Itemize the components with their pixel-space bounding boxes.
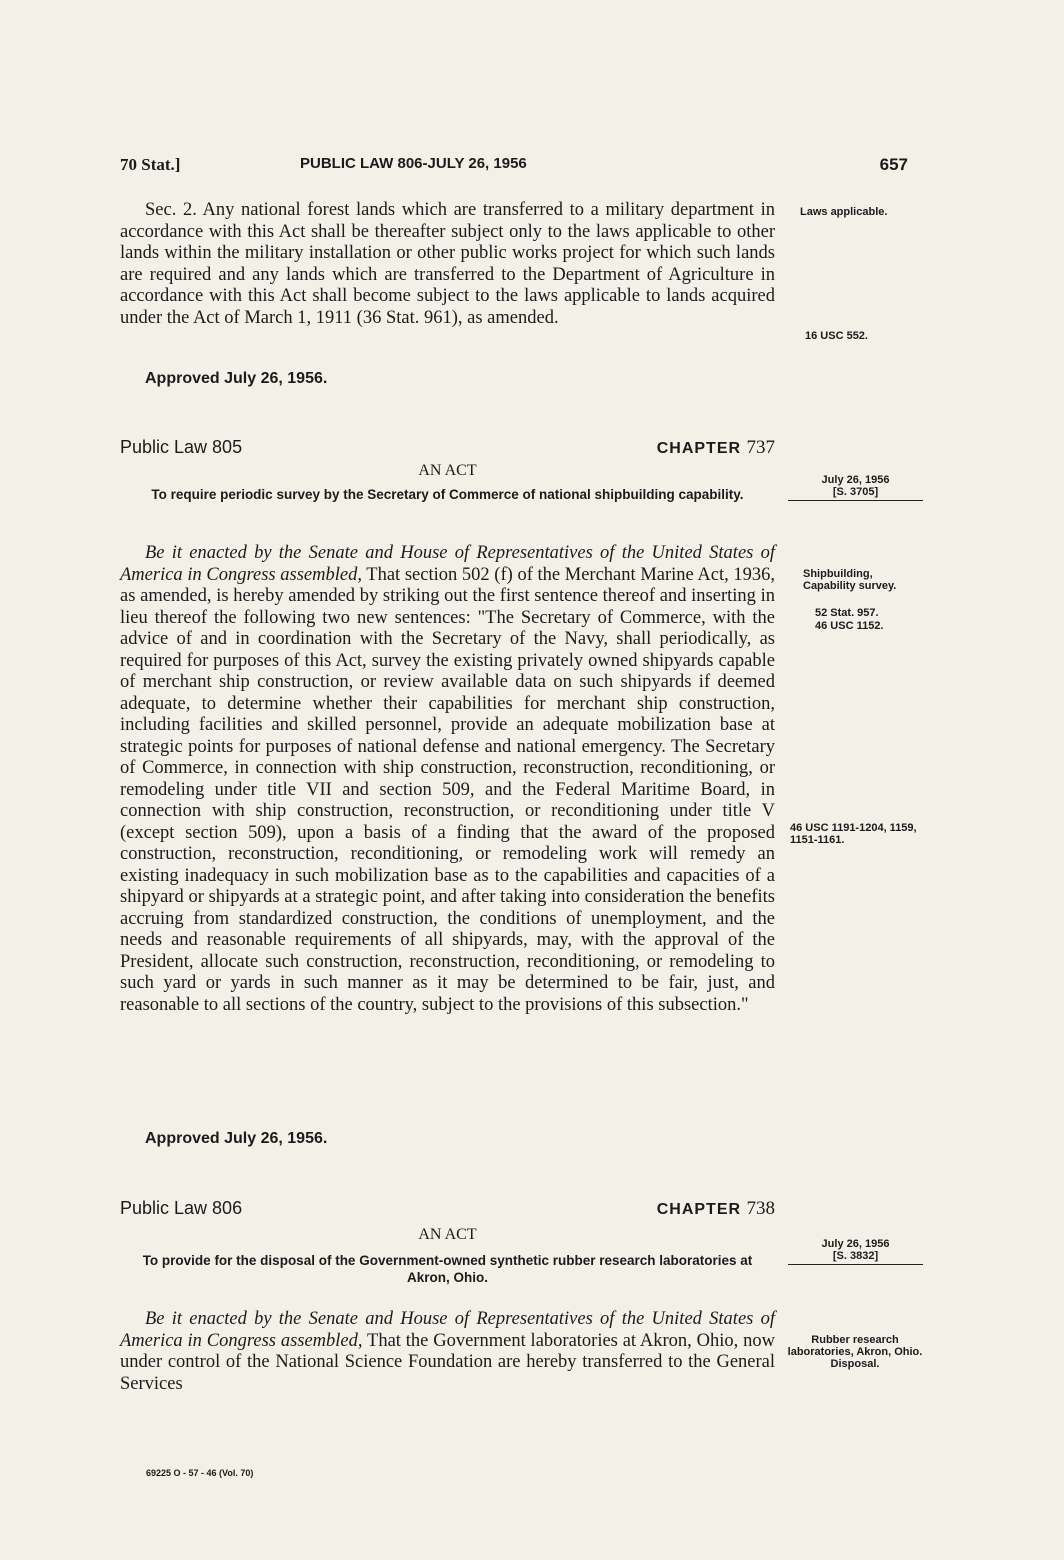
margin-date-805-date: July 26, 1956 bbox=[821, 474, 890, 486]
margin-date-805-bill: [S. 3705] bbox=[832, 486, 879, 498]
chapter-737-number: 737 bbox=[746, 437, 775, 458]
margin-laws-applicable: Laws applicable. bbox=[800, 206, 888, 218]
margin-46-usc-1191: 46 USC 1191-1204, 1159, 1151-1161. bbox=[790, 822, 917, 846]
printer-code: 69225 O - 57 - 46 (Vol. 70) bbox=[146, 1468, 254, 1478]
law-806-body bbox=[120, 1309, 775, 1395]
public-law-806-heading bbox=[120, 1198, 775, 1222]
margin-46-usc-1152: 46 USC 1152. bbox=[815, 620, 884, 632]
law-805-text: That section 502 (f) of the Merchant Marine Act, 1936, as amended, is hereby amended by striking out the first sentence thereof and inserting in lieu thereof the following two new sentences: "The Secretary of Commerce, with the advice of and in coordination with the Secretary of the Navy, shall periodically, as required for purposes of this Act, survey the existing privately owned shipyards capable of merchant ship construction, or review available data on such shipyards if deemed adequate, to determine whether their capabilities for merchant ship construction, including facilities and skilled personnel, provide an adequate mobilization base at strategic points for purposes of national defense and national emergency. The Secretary of Commerce, in connection with ship construction, reconstruction, reconditioning, or remodeling under title VII and section 509, and the Federal Maritime Board, in connection with ship construction, reconstruction, or reconditioning under title V (except section 509), upon a basis of a finding that the award of the proposed construction, reconstruction, reconditioning, or remodeling work will remedy an existing inadequacy in such mobilization base as to the capabilities and capacities of a shipyard or shipyards at a strategic point, and after taking into consideration the benefits accruing from standardized construction, the conditions of unemployment, and the needs and reasonable requirements of all shipyards, may, with the approval of the President, allocate such construction, reconstruction, reconditioning, or remodeling to such yard or yards in such manner as it may be determined to be fair, just, and reasonable to all sections of the country, subject to the provisions of this subsection." bbox=[120, 564, 775, 1015]
purpose-806: To provide for the disposal of the Government-owned synthetic rubber research laboratories at Akron, Ohio. bbox=[142, 1253, 753, 1285]
margin-date-806-bill: [S. 3832] bbox=[832, 1250, 879, 1262]
volume-reference: 70 Stat.] bbox=[120, 155, 181, 174]
enacting-clause-805: Be it enacted by the Senate and House of Representatives of the United States of America in Congress assembled, bbox=[120, 543, 775, 585]
margin-date-805 bbox=[788, 474, 923, 501]
running-header bbox=[120, 150, 908, 180]
an-act-805: AN ACT bbox=[418, 462, 477, 479]
margin-16-usc-552: 16 USC 552. bbox=[805, 330, 868, 342]
law-806-text: That the Government laboratories at Akron, Ohio, now under control of the National Science Foundation are hereby transferred to the General Services bbox=[120, 1330, 775, 1394]
purpose-805: To require periodic survey by the Secretary of Commerce of national shipbuilding capability. bbox=[151, 487, 744, 502]
chapter-737-label: CHAPTER bbox=[656, 440, 742, 457]
public-law-806-title: Public Law 806 bbox=[120, 1198, 243, 1218]
margin-rubber-research: Rubber research laboratories, Akron, Ohio. Disposal. bbox=[787, 1334, 923, 1370]
margin-date-806-box bbox=[788, 1238, 923, 1265]
approved-line-1: Approved July 26, 1956. bbox=[145, 370, 328, 387]
margin-date-805-box bbox=[788, 474, 923, 501]
public-law-805-title: Public Law 805 bbox=[120, 437, 243, 457]
public-law-805-heading bbox=[120, 437, 775, 461]
law-805-body bbox=[120, 543, 775, 1016]
chapter-738-number: 738 bbox=[746, 1198, 775, 1219]
margin-shipbuilding: Shipbuilding, Capability survey. bbox=[803, 568, 897, 592]
margin-date-806-date: July 26, 1956 bbox=[821, 1238, 890, 1250]
an-act-806: AN ACT bbox=[418, 1226, 477, 1243]
margin-date-806 bbox=[788, 1238, 923, 1265]
chapter-738-label: CHAPTER bbox=[656, 1201, 742, 1218]
header-title: PUBLIC LAW 806-JULY 26, 1956 bbox=[300, 155, 527, 172]
section-2-paragraph: Sec. 2. Any national forest lands which are transferred to a military department in accordance with this Act shall be thereafter subject only to the laws applicable to other lands within the military installation or other public works project for which such lands are required and any lands which are transferred to the Department of Agriculture in accordance with this Act shall become subject to the laws applicable to lands acquired under the Act of March 1, 1911 (36 Stat. 961), as amended. bbox=[120, 200, 775, 328]
chapter-737 bbox=[657, 437, 775, 459]
enacting-clause-806: Be it enacted by the Senate and House of Representatives of the United States of America in Congress assembled, bbox=[120, 1309, 775, 1351]
margin-52-stat-957: 52 Stat. 957. bbox=[815, 607, 879, 619]
page-number: 657 bbox=[879, 155, 908, 174]
approved-line-2: Approved July 26, 1956. bbox=[145, 1130, 328, 1147]
chapter-738 bbox=[657, 1198, 775, 1220]
